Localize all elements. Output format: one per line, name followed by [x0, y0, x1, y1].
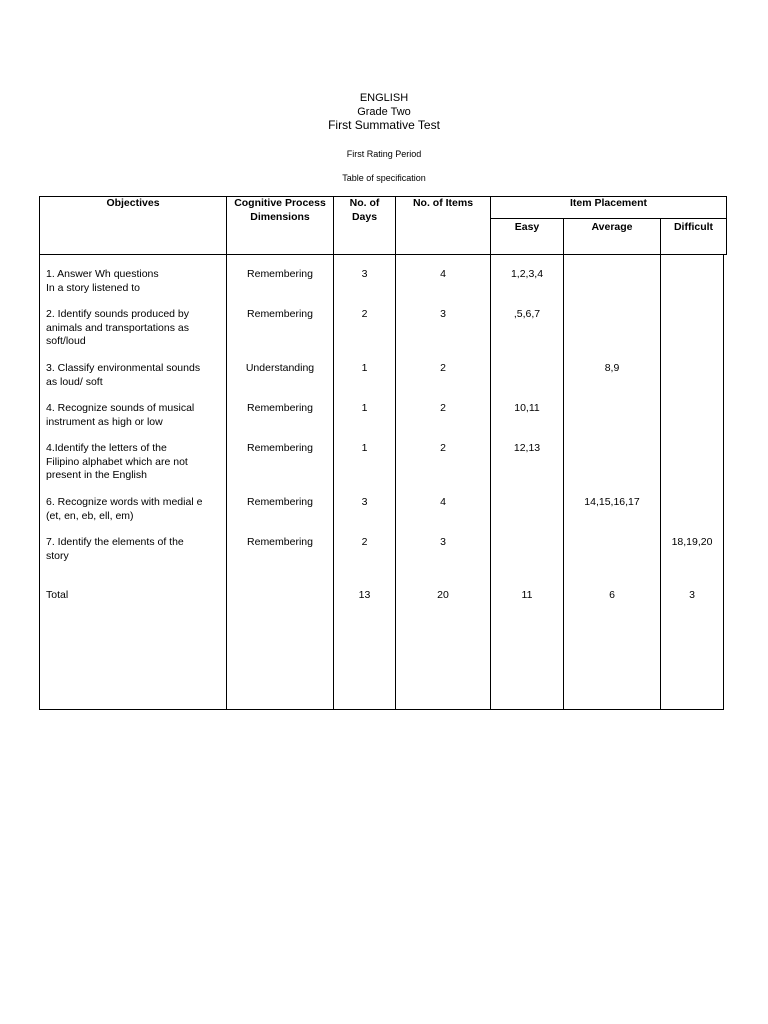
row-4-objective-line2: instrument as high or low [46, 415, 163, 428]
row-7-difficult: 18,19,20 [671, 536, 713, 548]
header-average: Average [591, 221, 633, 233]
row-6-cognitive: Remembering [247, 496, 313, 508]
table-title: Table of specification [342, 173, 426, 183]
row-6-days: 3 [361, 496, 368, 508]
row-7-cognitive: Remembering [247, 536, 313, 548]
row-3-days: 1 [361, 362, 368, 374]
row-4-objective [46, 402, 224, 429]
row-5-objective-line3: present in the English [46, 469, 147, 481]
header-days-line2: Days [351, 210, 378, 223]
header-split-line [490, 218, 727, 219]
row-5-days: 1 [361, 442, 368, 454]
total-difficult: 3 [689, 589, 695, 601]
row-1-days: 3 [361, 268, 368, 280]
row-1-items: 4 [440, 268, 446, 280]
table-border-left [39, 196, 40, 710]
row-2-cognitive: Remembering [247, 308, 313, 320]
row-6-objective [46, 496, 224, 523]
row-4-items: 2 [440, 402, 446, 414]
col-line-6 [660, 218, 661, 710]
test-title: First Summative Test [328, 118, 440, 132]
header-cognitive [227, 197, 333, 224]
table-border-bottom [39, 709, 724, 710]
row-7-objective-line2: story [46, 549, 69, 562]
col-line-5 [563, 218, 564, 710]
header-cognitive-line2: Dimensions [250, 210, 310, 223]
header-bottom-line-left [39, 254, 491, 255]
header-item-placement: Item Placement [569, 197, 648, 209]
row-6-average: 14,15,16,17 [584, 496, 640, 508]
header-easy: Easy [514, 221, 540, 233]
row-1-objective-line2: In a story listened to [46, 281, 140, 294]
row-7-objective-line1: 7. Identify the elements of the [46, 536, 184, 548]
total-average: 6 [609, 589, 615, 601]
row-2-items: 3 [440, 308, 446, 320]
row-3-items: 2 [440, 362, 446, 374]
row-5-cognitive: Remembering [247, 442, 313, 454]
total-label: Total [46, 589, 69, 601]
row-5-objective-line2: Filipino alphabet which are not [46, 455, 188, 468]
row-1-objective-line1: 1. Answer Wh questions [46, 268, 159, 280]
row-5-objective-line1: 4.Identify the letters of the [46, 442, 167, 454]
row-5-objective [46, 442, 224, 483]
row-7-items: 3 [440, 536, 446, 548]
row-4-easy: 10,11 [514, 402, 540, 414]
row-3-objective-line2: as loud/ soft [46, 375, 103, 388]
header-difficult: Difficult [673, 221, 714, 233]
grade-title: Grade Two [357, 106, 411, 118]
row-4-objective-line1: 4. Recognize sounds of musical [46, 402, 195, 414]
total-easy: 11 [521, 589, 533, 601]
header-border-right [726, 196, 727, 255]
row-3-average: 8,9 [604, 362, 620, 374]
body-border-right [723, 254, 724, 710]
header-days [334, 197, 395, 224]
header-days-line1: No. of [349, 197, 380, 209]
row-1-cognitive: Remembering [247, 268, 313, 280]
header-bottom-line-right [490, 254, 727, 255]
header-items: No. of Items [412, 197, 474, 209]
row-6-objective-line1: 6. Recognize words with medial e [46, 496, 203, 508]
period-label: First Rating Period [346, 149, 422, 159]
row-6-objective-line2: (et, en, eb, ell, em) [46, 509, 134, 522]
row-5-items: 2 [440, 442, 446, 454]
row-3-cognitive: Understanding [245, 362, 315, 374]
row-2-days: 2 [361, 308, 368, 320]
header-objectives: Objectives [106, 197, 160, 209]
row-2-objective [46, 308, 224, 349]
row-2-objective-line2: animals and transportations as [46, 321, 189, 334]
row-7-objective [46, 536, 224, 563]
row-3-objective-line1: 3. Classify environmental sounds [46, 362, 201, 374]
total-days: 13 [358, 589, 371, 601]
subject-title: ENGLISH [359, 92, 409, 104]
row-7-days: 2 [361, 536, 368, 548]
row-1-easy: 1,2,3,4 [510, 268, 544, 280]
row-1-objective [46, 268, 224, 295]
row-3-objective [46, 362, 224, 389]
total-items: 20 [437, 589, 449, 601]
row-4-days: 1 [361, 402, 368, 414]
row-6-items: 4 [440, 496, 446, 508]
row-2-easy: ,5,6,7 [513, 308, 541, 320]
header-cognitive-line1: Cognitive Process [234, 197, 326, 209]
row-2-objective-line3: soft/loud [46, 335, 86, 347]
row-5-easy: 12,13 [513, 442, 541, 454]
row-2-objective-line1: 2. Identify sounds produced by [46, 308, 190, 320]
row-4-cognitive: Remembering [247, 402, 313, 414]
